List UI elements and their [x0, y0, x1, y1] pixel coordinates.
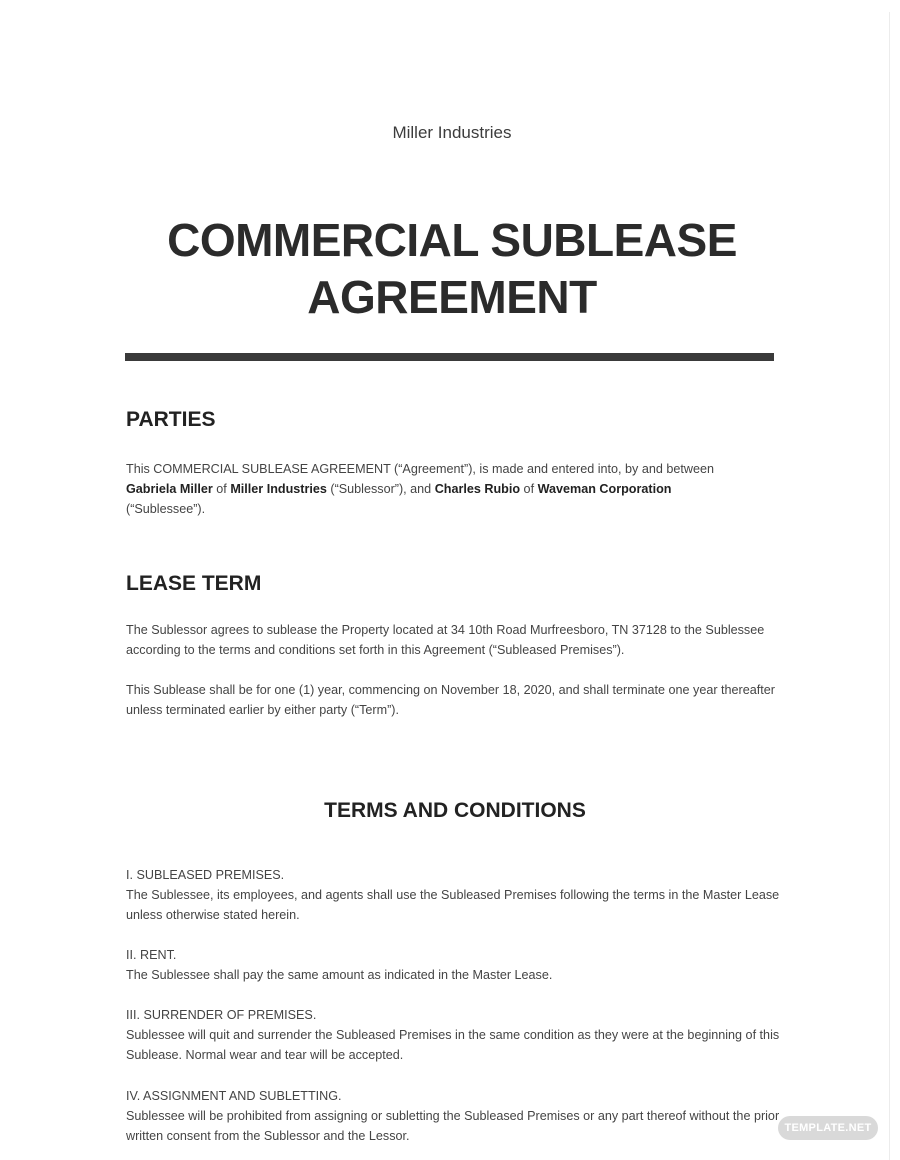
clause-2 [126, 945, 786, 985]
company-name: Miller Industries [392, 123, 512, 142]
page-edge [889, 12, 890, 1160]
sublessor-name: Gabriela Miller [126, 482, 213, 496]
title-line-2: AGREEMENT [307, 271, 597, 323]
clause-body: The Sublessee shall pay the same amount as indicated in the Master Lease. [126, 968, 553, 982]
clause-1 [126, 865, 786, 925]
parties-paragraph [126, 459, 786, 519]
sublessee-name: Charles Rubio [434, 482, 521, 496]
clause-body: Sublessee will be prohibited from assigning or subletting the Subleased Premises or any part thereof without the prior written consent from the Sublessor and the Lessor. [126, 1109, 780, 1143]
clause-body: The Sublessee, its employees, and agents shall use the Subleased Premises following the terms in the Master Lease unless otherwise stated herein. [126, 888, 780, 922]
sublessor-label: (“Sublessor”), and [326, 482, 435, 496]
clause-4 [126, 1086, 786, 1146]
watermark-badge[interactable]: TEMPLATE.NET [778, 1116, 878, 1140]
title-line-1: COMMERCIAL SUBLEASE [167, 214, 737, 266]
sublessee-label: (“Sublessee”). [126, 502, 206, 516]
lease-term-paragraph-2: This Sublease shall be for one (1) year, commencing on November 18, 2020, and shall terminate one year thereafter unless terminated earlier by either party (“Term”). [126, 683, 775, 717]
title-divider [125, 353, 774, 361]
lease-term-paragraph-1: The Sublessor agrees to sublease the Property located at 34 10th Road Murfreesboro, TN 37128 to the Sublessee according to the terms and conditions set forth in this Agreement (“Subleased Premises”). [126, 623, 765, 657]
of-text: of [520, 482, 538, 496]
of-text: of [212, 482, 231, 496]
document-title [0, 212, 900, 326]
clause-title: IV. ASSIGNMENT AND SUBLETTING. [126, 1089, 342, 1103]
sublessee-company: Waveman Corporation [537, 482, 672, 496]
lease-term-heading: LEASE TERM [126, 572, 262, 595]
clause-body: Sublessee will quit and surrender the Subleased Premises in the same condition as they were at the beginning of this Sublease. Normal wear and tear will be accepted. [126, 1028, 780, 1062]
parties-heading: PARTIES [126, 408, 216, 431]
clause-title: I. SUBLEASED PREMISES. [126, 868, 285, 882]
clause-3 [126, 1005, 786, 1065]
parties-intro: This COMMERCIAL SUBLEASE AGREEMENT (“Agreement”), is made and entered into, by and between [126, 462, 714, 476]
terms-heading: TERMS AND CONDITIONS [324, 799, 586, 822]
clause-title: II. RENT. [126, 948, 177, 962]
clause-title: III. SURRENDER OF PREMISES. [126, 1008, 317, 1022]
sublessor-company: Miller Industries [230, 482, 327, 496]
